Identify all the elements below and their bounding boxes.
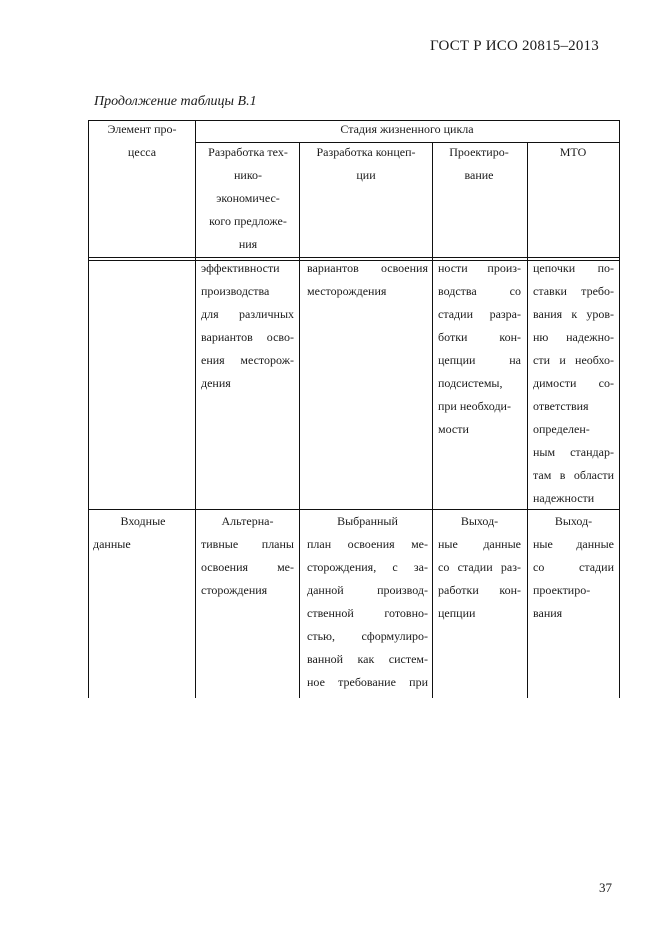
page-number: 37 <box>599 880 612 895</box>
cell-line: ственной готовно- <box>307 606 428 620</box>
cell-line: эффективности <box>201 261 280 275</box>
cell-line: ное требование при <box>307 675 428 689</box>
header-element-line: Элемент про- <box>107 122 177 136</box>
cell-line: для различных <box>201 307 294 321</box>
row2-tech-economic-cell <box>201 510 294 602</box>
cell-line: сторождения, с за- <box>307 560 428 574</box>
cell-line: там в области <box>533 468 614 482</box>
cell-line: месторождения <box>307 284 387 298</box>
header-line: нико- <box>233 168 263 182</box>
header-tech-economic-cell <box>198 141 298 256</box>
cell-line: вания к уров- <box>533 307 614 321</box>
cell-line: сторождения <box>201 583 268 597</box>
cell-line: цепции на <box>438 353 521 367</box>
cell-line: вания <box>533 606 563 620</box>
cell-line: работки кон- <box>438 583 521 597</box>
cell-line: ные данные <box>438 537 521 551</box>
header-stage-cell <box>196 118 618 141</box>
tech-economic-column-border <box>299 142 300 698</box>
row1-mto-cell <box>533 257 614 510</box>
cell-line: со стадии <box>533 560 614 574</box>
row2-mto-cell <box>533 510 614 625</box>
cell-line: Выбранный <box>337 514 398 528</box>
header-mto-cell <box>530 141 616 164</box>
cell-line: дения <box>201 376 231 390</box>
cell-line: ботки кон- <box>438 330 521 344</box>
table-left-border <box>88 120 89 698</box>
header-element-line: цесса <box>127 145 157 159</box>
table-caption: Продолжение таблицы В.1 <box>94 94 257 109</box>
document-code: ГОСТ Р ИСО 20815–2013 <box>430 38 599 54</box>
cell-line: стью, сформулиро- <box>307 629 428 643</box>
header-line: ции <box>356 168 376 182</box>
table-right-border <box>619 120 620 698</box>
cell-line: мости <box>438 422 469 436</box>
cell-line: освоения ме- <box>201 560 294 574</box>
cell-line: ения месторож- <box>201 353 294 367</box>
cell-line: вариантов освоения <box>307 261 428 275</box>
cell-line: подсистемы, <box>438 376 503 390</box>
cell-line: тивные планы <box>201 537 294 551</box>
cell-line: стадии разра- <box>438 307 521 321</box>
cell-line: вариантов осво- <box>201 330 294 344</box>
header-design-cell <box>434 141 524 187</box>
cell-line: ванной как систем- <box>307 652 428 666</box>
cell-line: ности произ- <box>438 261 521 275</box>
concept-column-border <box>432 142 433 698</box>
cell-line: ным стандар- <box>533 445 614 459</box>
cell-line: водства со <box>438 284 521 298</box>
cell-line: цепции <box>438 606 476 620</box>
header-concept-cell <box>302 141 430 187</box>
row1-design-cell <box>438 257 521 441</box>
cell-line: ные данные <box>533 537 614 551</box>
cell-line: со стадии раз- <box>438 560 521 574</box>
cell-line: при необходи- <box>438 399 511 413</box>
header-line: Разработка концеп- <box>316 145 416 159</box>
header-line: ния <box>238 237 258 251</box>
row2-concept-cell <box>307 510 428 694</box>
header-line: кого предложе- <box>209 214 287 228</box>
cell-line: сти и необхо- <box>533 353 614 367</box>
cell-line: данной производ- <box>307 583 428 597</box>
header-stage-title: Стадия жизненного цикла <box>340 122 474 136</box>
cell-line: план освоения ме- <box>307 537 428 551</box>
row2-element-cell <box>93 510 193 556</box>
row2-design-cell <box>438 510 521 625</box>
header-line: вание <box>464 168 494 182</box>
design-column-border <box>527 142 528 698</box>
cell-line: Входные <box>120 514 166 528</box>
header-element-cell <box>90 118 194 164</box>
cell-line: проектиро- <box>533 583 591 597</box>
cell-line: Альтерна- <box>221 514 274 528</box>
cell-line: ню надежно- <box>533 330 614 344</box>
header-line: МТО <box>559 145 587 159</box>
header-line: Разработка тех- <box>208 145 288 159</box>
header-line: Проектиро- <box>449 145 509 159</box>
element-column-border <box>195 120 196 698</box>
cell-line: ставки требо- <box>533 284 614 298</box>
row1-tech-economic-cell <box>201 257 294 395</box>
row1-concept-cell <box>307 257 428 303</box>
cell-line: данные <box>93 537 131 551</box>
cell-line: Выход- <box>554 514 593 528</box>
cell-line: димости со- <box>533 376 614 390</box>
cell-line: надежности <box>533 491 595 505</box>
cell-line: определен- <box>533 422 590 436</box>
cell-line: производства <box>201 284 270 298</box>
cell-line: ответствия <box>533 399 589 413</box>
header-line: экономичес- <box>216 191 280 205</box>
cell-line: Выход- <box>460 514 499 528</box>
cell-line: цепочки по- <box>533 261 614 275</box>
